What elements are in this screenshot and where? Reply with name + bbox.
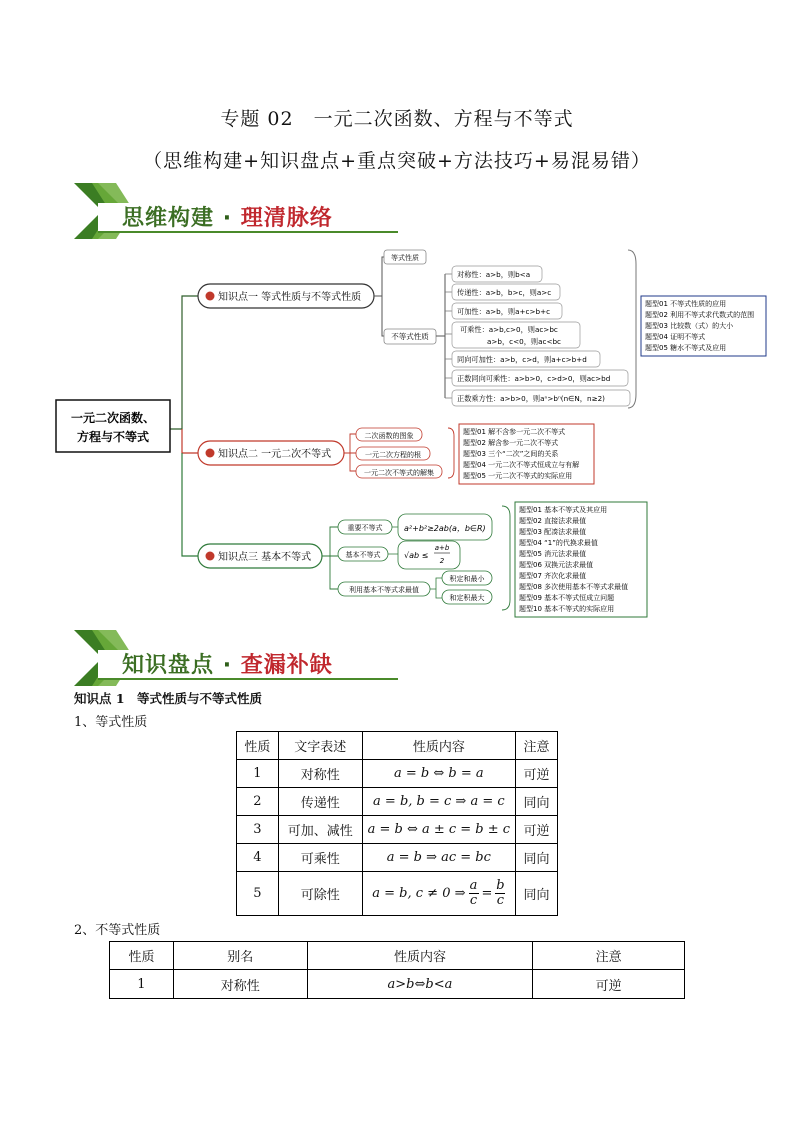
equality-properties-table: [236, 731, 558, 916]
svg-text:题型04 证明不等式: 题型04 证明不等式: [645, 333, 706, 341]
mindmap-kp1-props: [452, 266, 630, 406]
mindmap-kp1-label: 知识点一 等式性质与不等式性质: [218, 292, 362, 303]
svg-text:题型03 配凑法求最值: 题型03 配凑法求最值: [519, 528, 587, 536]
table-header-row: [110, 942, 685, 970]
header-cell: 性质: [237, 732, 279, 760]
svg-text:题型05 糖水不等式及应用: 题型05 糖水不等式及应用: [645, 344, 727, 352]
svg-text:题型02 利用不等式求代数式的范围: 题型02 利用不等式求代数式的范围: [645, 311, 755, 319]
header-cell: 注意: [533, 942, 685, 970]
section-heading: 知识点 1 等式性质与不等式性质: [74, 691, 263, 706]
table-row: 5 可除性 a = b, c ≠ 0 ⇒ a c = b c 同向: [237, 872, 558, 916]
banner-title: [122, 201, 333, 232]
prop-1: 对称性：a>b，则b<a: [457, 270, 531, 279]
svg-text:题型10 基本不等式的实际应用: 题型10 基本不等式的实际应用: [519, 605, 615, 613]
mindmap-root-line1: 一元二次函数、: [70, 411, 156, 425]
prop-6: 正数同向可乘性：a>b>0，c>d>0，则ac>bd: [457, 374, 611, 383]
mindmap-kp1-child1: 等式性质: [391, 254, 419, 262]
mindmap-root-box: [56, 400, 170, 452]
mindmap-kp2-label: 知识点二 一元二次不等式: [218, 449, 332, 460]
svg-text:题型03 三个“二次”之间的关系: 题型03 三个“二次”之间的关系: [463, 450, 559, 458]
prop-2: 传递性：a>b，b>c，则a>c: [457, 288, 552, 297]
svg-text:a+b: a+b: [434, 544, 450, 552]
svg-text:题型07 齐次化求最值: 题型07 齐次化求最值: [519, 572, 587, 580]
svg-text:利用基本不等式求最值: 利用基本不等式求最值: [349, 586, 419, 594]
svg-text:a²+b²≥2ab(a，b∈R): a²+b²≥2ab(a，b∈R): [404, 524, 486, 533]
prop-5: 同向可加性：a>b，c>d，则a+c>b+d: [457, 355, 587, 364]
svg-text:题型02 解含参一元二次不等式: 题型02 解含参一元二次不等式: [463, 439, 559, 447]
banner-left: 思维构建: [122, 206, 215, 231]
banner-left: 知识盘点: [122, 653, 215, 678]
table-row: 2 传递性 a = b, b = c ⇒ a = c 同向: [237, 788, 558, 816]
header-cell: 性质: [110, 942, 174, 970]
svg-text:题型01 解不含参一元二次不等式: 题型01 解不含参一元二次不等式: [463, 428, 566, 436]
svg-text:一元二次方程的根: 一元二次方程的根: [365, 451, 421, 459]
svg-text:题型03 比较数（式）的大小: 题型03 比较数（式）的大小: [645, 322, 734, 330]
svg-text:2: 2: [439, 557, 445, 565]
page-title: 专题 02 一元二次函数、方程与不等式: [220, 108, 574, 130]
svg-text:和定积最大: 和定积最大: [449, 594, 485, 602]
banner-right: 理清脉络: [240, 206, 333, 231]
table-row: 3 可加、减性 a = b ⇔ a ± c = b ± c 可逆: [237, 816, 558, 844]
mindmap-kp1-child2: 不等式性质: [391, 332, 429, 341]
svg-text:√ab ≤: √ab ≤: [404, 551, 429, 560]
table-row: 4 可乘性 a = b ⇒ ac = bc 同向: [237, 844, 558, 872]
inequality-properties-table: [109, 941, 685, 999]
svg-text:重要不等式: 重要不等式: [347, 524, 383, 532]
svg-text:积定和最小: 积定和最小: [449, 575, 485, 583]
header-cell: 注意: [516, 732, 558, 760]
banner-right: 查漏补缺: [240, 653, 333, 678]
prop-7: 正数乘方性：a>b>0，则aⁿ>bⁿ(n∈N，n≥2): [457, 394, 605, 403]
svg-text:题型01 不等式性质的应用: 题型01 不等式性质的应用: [645, 300, 727, 308]
header-cell: 别名: [173, 942, 307, 970]
header-cell: 性质内容: [307, 942, 533, 970]
svg-text:题型02 直接法求最值: 题型02 直接法求最值: [519, 517, 587, 525]
section-banner-knowledge: [74, 630, 400, 686]
table-header-row: [237, 732, 558, 760]
banner-dot: ·: [222, 653, 233, 678]
svg-text:题型05 消元法求最值: 题型05 消元法求最值: [519, 550, 587, 558]
svg-text:二次函数的图象: 二次函数的图象: [364, 432, 414, 440]
banner-title: [122, 648, 333, 679]
table-row: 1 对称性 a>b⇔b<a 可逆: [110, 970, 685, 999]
svg-text:一元二次不等式的解集: 一元二次不等式的解集: [364, 469, 434, 477]
subsection-equality: 1、等式性质: [74, 715, 148, 730]
prop-4: 可乘性：a>b,c>0，则ac>bc: [460, 325, 558, 334]
prop-3: 可加性：a>b，则a+c>b+c: [457, 307, 551, 316]
svg-text:题型05 一元二次不等式的实际应用: 题型05 一元二次不等式的实际应用: [463, 472, 573, 480]
svg-text:题型08 多次使用基本不等式求最值: 题型08 多次使用基本不等式求最值: [519, 583, 629, 591]
svg-text:题型04 一元二次不等式恒成立与有解: 题型04 一元二次不等式恒成立与有解: [463, 461, 580, 469]
table-row: 1 对称性 a = b ⇔ b = a 可逆: [237, 760, 558, 788]
header-cell: 性质内容: [362, 732, 516, 760]
prop-4b: a>b，c<0，则ac<bc: [487, 337, 561, 346]
svg-text:题型09 基本不等式恒成立问题: 题型09 基本不等式恒成立问题: [519, 594, 615, 602]
page-subtitle: （思维构建+知识盘点+重点突破+方法技巧+易混易错）: [143, 150, 651, 172]
subsection-inequality: 2、不等式性质: [74, 923, 161, 938]
mindmap-kp3-label: 知识点三 基本不等式: [218, 552, 312, 563]
header-cell: 文字表述: [278, 732, 362, 760]
mindmap-diagram: [50, 244, 770, 622]
division-formula: a = b, c ≠ 0 ⇒ a c = b c: [362, 872, 516, 916]
section-banner-mindmap: [74, 183, 400, 239]
svg-text:题型01 基本不等式及其应用: 题型01 基本不等式及其应用: [519, 506, 608, 514]
svg-text:题型04 “1”的代换求最值: 题型04 “1”的代换求最值: [519, 539, 598, 547]
mindmap-root-line2: 方程与不等式: [76, 430, 150, 444]
banner-dot: ·: [222, 206, 233, 231]
svg-text:基本不等式: 基本不等式: [345, 551, 381, 559]
svg-text:题型06 双换元法求最值: 题型06 双换元法求最值: [519, 561, 594, 569]
